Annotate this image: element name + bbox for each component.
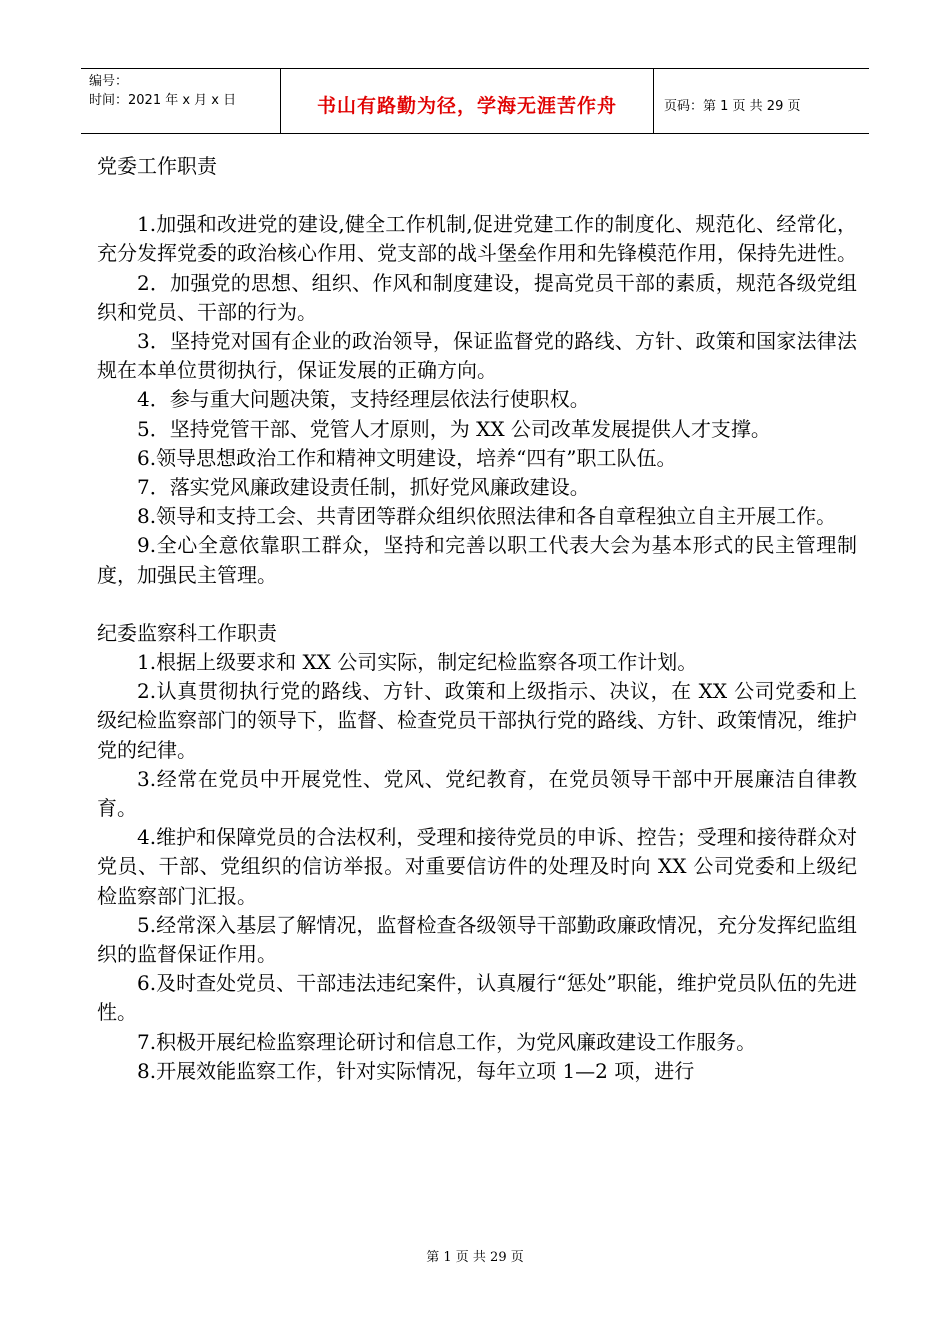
document-body [97,152,857,1086]
party-committee-item-7: 7．落实党风廉政建设责任制，抓好党风廉政建设。 [137,475,590,500]
discipline-item-4: 4.维护和保障党员的合法权利，受理和接待党员的申诉、控告；受理和接待群众对党员、干部、党组织的信访举报。对重要信访件的处理及时向 XX 公司党委和上级纪检监察部门汇报。 [97,825,857,908]
paragraph-gap [97,590,857,619]
document-time-label: 时间：2021 年 x 月 x 日 [89,93,237,108]
header-motto: 书山有路勤为径，学海无涯苦作舟 [281,69,654,133]
document-number-label: 编号： [89,74,129,89]
party-committee-item-3: 3．坚持党对国有企业的政治领导，保证监督党的路线、方针、政策和国家法律法规在本单位贯彻执行，保证发展的正确方向。 [97,329,857,383]
party-committee-item-9: 9.全心全意依靠职工群众，坚持和完善以职工代表大会为基本形式的民主管理制度，加强民主管理。 [97,533,857,587]
discipline-item-6: 6.及时查处党员、干部违法违纪案件，认真履行“惩处”职能，维护党员队伍的先进性。 [97,971,857,1025]
section-title-party-committee: 党委工作职责 [97,154,217,178]
party-committee-item-5: 5．坚持党管干部、党管人才原则，为 XX 公司改革发展提供人才支撑。 [137,416,771,441]
party-committee-item-4: 4．参与重大问题决策，支持经理层依法行使职权。 [137,387,590,412]
party-committee-item-2: 2．加强党的思想、组织、作风和制度建设，提高党员干部的素质，规范各级党组织和党员、干部的行为。 [97,270,857,324]
party-committee-item-8: 8.领导和支持工会、共青团等群众组织依照法律和各自章程独立自主开展工作。 [137,504,837,529]
party-committee-item-1: 1.加强和改进党的建设,健全工作机制,促进党建工作的制度化、规范化、经常化，充分发挥党委的政治核心作用、党支部的战斗堡垒作用和先锋模范作用，保持先进性。 [97,212,857,266]
discipline-item-7: 7.积极开展纪检监察理论研讨和信息工作，为党风廉政建设工作服务。 [137,1029,757,1054]
discipline-item-2: 2.认真贯彻执行党的路线、方针、政策和上级指示、决议，在 XX 公司党委和上级纪检监察部门的领导下，监督、检查党员干部执行党的路线、方针、政策情况，维护党的纪律。 [97,679,857,762]
document-header [81,68,869,134]
discipline-item-8: 8.开展效能监察工作，针对实际情况，每年立项 1—2 项，进行 [137,1058,695,1083]
header-page-info: 页码：第 1 页 共 29 页 [664,98,801,114]
paragraph-gap [97,181,857,210]
party-committee-item-6: 6.领导思想政治工作和精神文明建设，培养“四有”职工队伍。 [137,445,677,470]
page-footer: 第 1 页 共 29 页 [426,1250,524,1265]
discipline-item-1: 1.根据上级要求和 XX 公司实际，制定纪检监察各项工作计划。 [137,650,698,675]
discipline-item-3: 3.经常在党员中开展党性、党风、党纪教育，在党员领导干部中开展廉洁自律教育。 [97,766,857,821]
discipline-item-5: 5.经常深入基层了解情况，监督检查各级领导干部勤政廉政情况，充分发挥纪监组织的监督保证作用。 [97,912,857,967]
header-meta [81,69,281,133]
section-title-discipline-committee: 纪委监察科工作职责 [97,620,277,645]
